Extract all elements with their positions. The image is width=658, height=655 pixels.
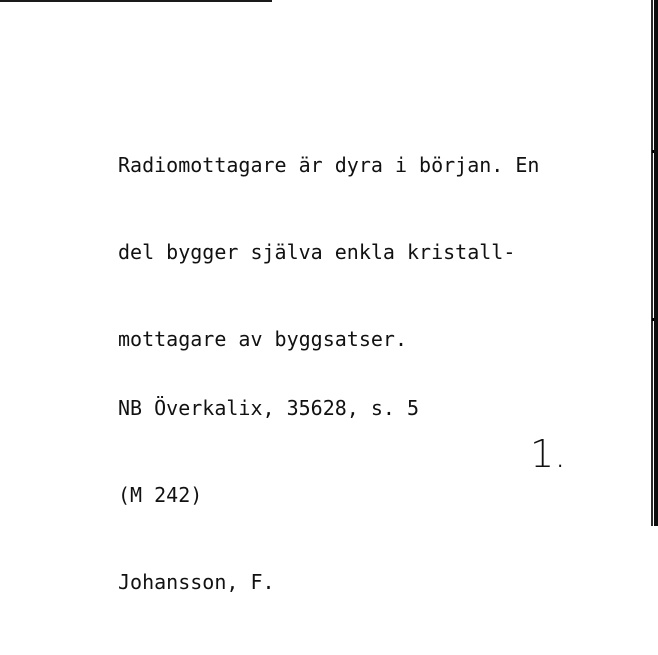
- body-line: Radiomottagare är dyra i början. En: [118, 153, 540, 177]
- body-line: mottagare av byggsatser.: [118, 327, 407, 351]
- card-top-edge: [0, 0, 272, 2]
- card-right-edge-shadow: [651, 0, 653, 526]
- reference-source: NB Överkalix, 35628, s. 5: [118, 396, 420, 420]
- reference-code: (M 242): [118, 483, 203, 507]
- scan-fleck: [652, 318, 654, 321]
- body-line: del bygger själva enkla kristall-: [118, 240, 516, 264]
- card-right-edge: [654, 0, 658, 526]
- handwritten-page-number: 1.: [530, 432, 567, 476]
- card-reference: [118, 336, 419, 655]
- scan-fleck: [652, 150, 654, 153]
- reference-informant: Johansson, F.: [118, 570, 275, 594]
